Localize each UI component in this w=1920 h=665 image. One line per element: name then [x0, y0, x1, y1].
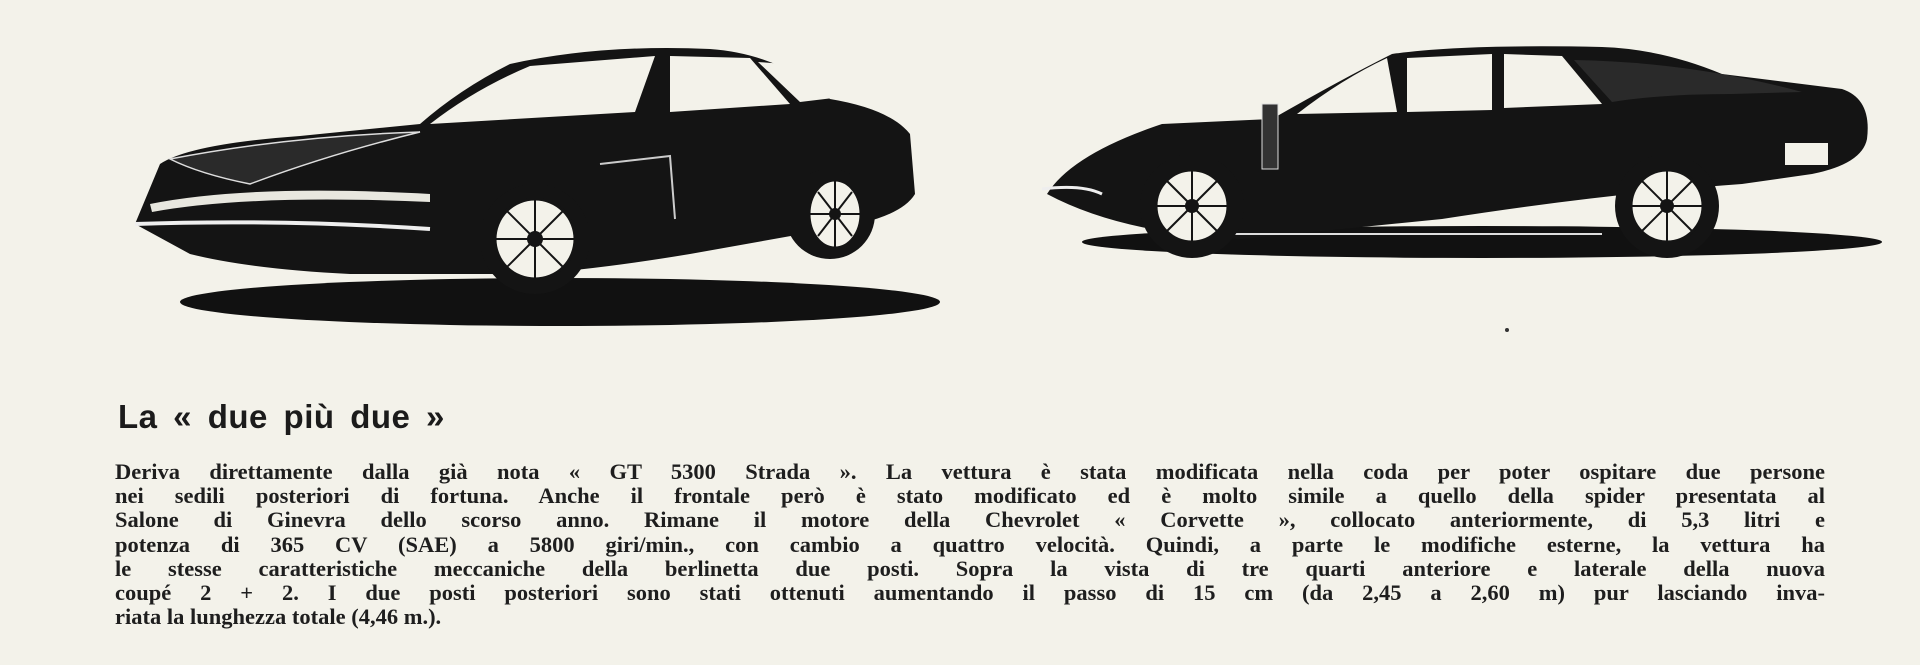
- body-line: coupé 2 + 2. I due posti posteriori sono stati ottenuti aumentando il passo di 15 cm (da 2,45 a 2,60 m) pur lasciando inva-: [115, 580, 1825, 606]
- car-three-quarter-front-illustration: [130, 44, 970, 334]
- body-line: potenza di 365 CV (SAE) a 5800 giri/min., con cambio a quattro velocità. Quindi, a parte le modifiche esterne, la vettura ha: [115, 531, 1825, 557]
- car-side-view-illustration: [1042, 44, 1887, 284]
- rear-wheel-icon: [1615, 154, 1719, 258]
- body-line: Salone di Ginevra dello scorso anno. Rimane il motore della Chevrolet « Corvette », collocato anteriormente, di 5,3 litri e: [115, 507, 1825, 533]
- body-line: le stesse caratteristiche meccaniche della berlinetta due posti. Sopra la vista di tre quarti anteriore e laterale della nuova: [115, 555, 1825, 581]
- body-line: Deriva direttamente dalla già nota « GT 5300 Strada ». La vettura è stata modificata nella coda per poter ospitare due persone: [115, 459, 1825, 484]
- article-title: La « due più due »: [118, 398, 445, 435]
- article-body: [115, 460, 1825, 629]
- front-wheel-icon: [480, 184, 590, 294]
- rear-wheel-icon: [785, 169, 875, 259]
- front-wheel-icon: [1140, 154, 1244, 258]
- body-line: nei sedili posteriori di fortuna. Anche il frontale però è stato modificato ed è molto simile a quello della spider presentata al: [115, 483, 1825, 509]
- print-speck: [1505, 328, 1509, 332]
- body-line: riata la lunghezza totale (4,46 m.).: [115, 604, 442, 630]
